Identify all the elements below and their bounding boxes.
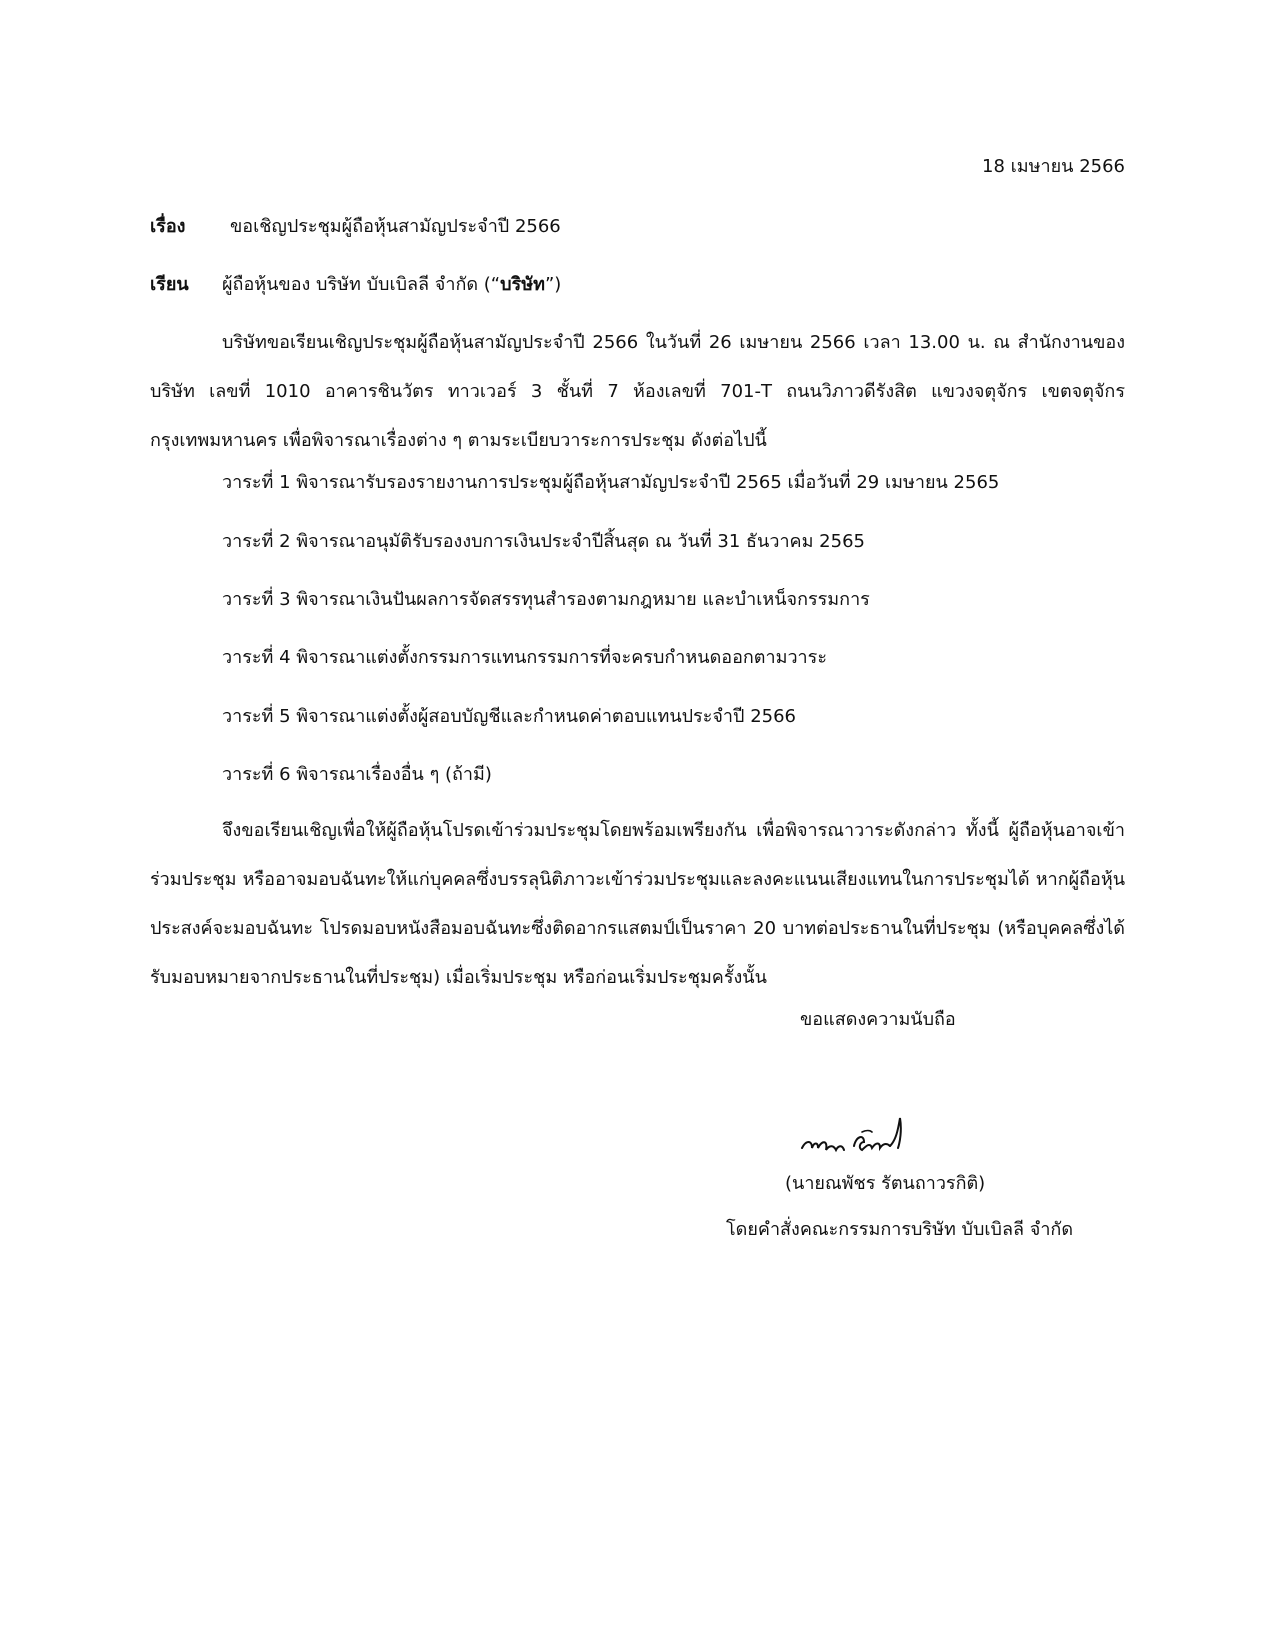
signer-name: (นายณพัชร รัตนถาวรกิติ)	[785, 1173, 986, 1194]
intro-paragraph: บริษัทขอเรียนเชิญประชุมผู้ถือหุ้นสามัญประจำปี 2566 ในวันที่ 26 เมษายน 2566 เวลา 13.00 น. ณ สำนักงานของบริษัท เลขที่ 1010 อาคารชินวัตร ทาวเวอร์ 3 ชั้นที่ 7 ห้องเลขที่ 701-T ถนนวิภาวดีรังสิต แขวงจตุจักร เขตจตุจักร กรุงเทพมหานคร เพื่อพิจารณาเรื่องต่าง ๆ ตามระเบียบวาระการประชุม ดังต่อไปนี้	[150, 332, 1125, 451]
recipient-company-term: บริษัท	[500, 274, 545, 295]
letter-date: 18 เมษายน 2566	[982, 156, 1125, 177]
handwritten-signature	[800, 1112, 910, 1160]
recipient-suffix: ”)	[544, 274, 562, 295]
agenda-item-4: วาระที่ 4 พิจารณาแต่งตั้งกรรมการแทนกรรมการที่จะครบกำหนดออกตามวาระ	[222, 647, 827, 668]
agenda-item-1: วาระที่ 1 พิจารณารับรองรายงานการประชุมผู้ถือหุ้นสามัญประจำปี 2565 เมื่อวันที่ 29 เมษายน 2565	[222, 472, 1000, 493]
recipient-prefix: ผู้ถือหุ้นของ บริษัท บับเบิลลี จำกัด (“	[222, 274, 501, 295]
recipient-label: เรียน	[150, 274, 189, 295]
invitation-paragraph: จึงขอเรียนเชิญเพื่อให้ผู้ถือหุ้นโปรดเข้าร่วมประชุมโดยพร้อมเพรียงกัน เพื่อพิจารณาวาระดังกล่าว ทั้งนี้ ผู้ถือหุ้นอาจเข้าร่วมประชุม หรืออาจมอบฉันทะให้แก่บุคคลซึ่งบรรลุนิติภาวะเข้าร่วมประชุมและลงคะแนนเสียงแทนในการประชุมได้ หากผู้ถือหุ้นประสงค์จะมอบฉันทะ โปรดมอบหนังสือมอบฉันทะซึ่งติดอากรแสตมป์เป็นราคา 20 บาทต่อประธานในที่ประชุม (หรือบุคคลซึ่งได้รับมอบหมายจากประธานในที่ประชุม) เมื่อเริ่มประชุม หรือก่อนเริ่มประชุมครั้งนั้น	[150, 820, 1125, 988]
agenda-item-3: วาระที่ 3 พิจารณาเงินปันผลการจัดสรรทุนสำรองตามกฎหมาย และบำเหน็จกรรมการ	[222, 589, 870, 610]
signer-title: โดยคำสั่งคณะกรรมการบริษัท บับเบิลลี จำกัด	[726, 1219, 1074, 1240]
subject-text: ขอเชิญประชุมผู้ถือหุ้นสามัญประจำปี 2566	[230, 216, 561, 237]
closing-text: ขอแสดงความนับถือ	[800, 1009, 956, 1030]
agenda-item-5: วาระที่ 5 พิจารณาแต่งตั้งผู้สอบบัญชีและกำหนดค่าตอบแทนประจำปี 2566	[222, 706, 796, 727]
agenda-item-6: วาระที่ 6 พิจารณาเรื่องอื่น ๆ (ถ้ามี)	[222, 764, 492, 785]
subject-label: เรื่อง	[150, 216, 186, 237]
recipient-text	[222, 273, 561, 297]
agenda-item-2: วาระที่ 2 พิจารณาอนุมัติรับรองงบการเงินประจำปีสิ้นสุด ณ วันที่ 31 ธันวาคม 2565	[222, 531, 865, 552]
